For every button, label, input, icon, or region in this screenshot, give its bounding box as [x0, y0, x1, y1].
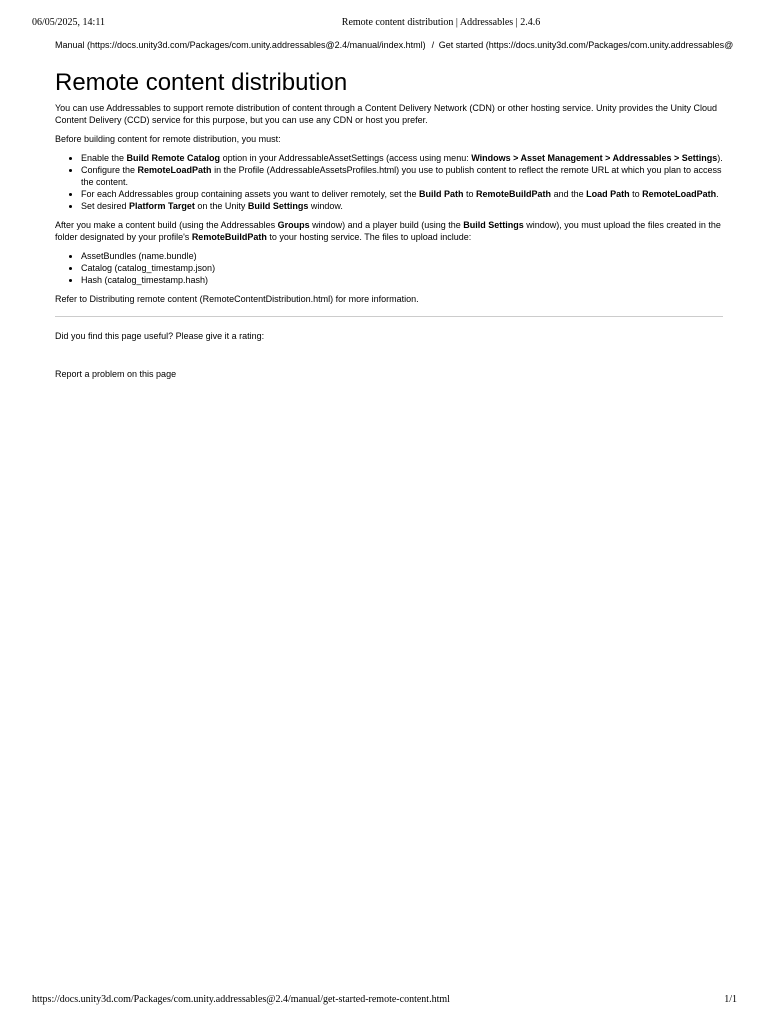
- before-building-paragraph: Before building content for remote distribution, you must:: [55, 134, 281, 144]
- article: [55, 68, 723, 380]
- breadcrumb-separator: /: [431, 40, 435, 50]
- page-url: https://docs.unity3d.com/Packages/com.unity.addressables@2.4/manual/get-started-remote-content.html: [32, 994, 450, 1005]
- list-item: • Enable the Build Remote Catalog option in your AddressableAssetSettings (access using menu: Windows > Asset Management > Addressables > Settings).: [81, 152, 723, 164]
- list-item: • Hash (catalog_timestamp.hash): [81, 274, 723, 286]
- page-title: Remote content distribution: [55, 69, 348, 96]
- files-list: [55, 250, 723, 286]
- breadcrumb: [55, 40, 735, 50]
- print-title: Remote content distribution | Addressables | 2.4.6: [341, 17, 541, 28]
- list-item: • For each Addressables group containing assets you want to deliver remotely, set the Build Path to RemoteBuildPath and the Load Path to RemoteLoadPath.: [81, 188, 723, 200]
- list-item: • Set desired Platform Target on the Unity Build Settings window.: [81, 200, 723, 212]
- after-build-paragraph: After you make a content build (using the Addressables Groups window) and a player build (using the Build Settings window), you must upload the files created in the folder designated by your profile's RemoteBuildPath to your hosting service. The files to upload include:: [55, 220, 721, 242]
- prerequisite-list: [55, 152, 723, 212]
- list-item: • Catalog (catalog_timestamp.json): [81, 262, 723, 274]
- list-item: • AssetBundles (name.bundle): [81, 250, 723, 262]
- intro-paragraph: You can use Addressables to support remote distribution of content through a Content Delivery Network (CDN) or other hosting service. Unity provides the Unity Cloud Content Delivery (CCD) service for this purpose, but you can use any CDN or host you prefer.: [55, 103, 718, 125]
- print-date: 06/05/2025, 14:11: [32, 17, 105, 28]
- divider: [55, 316, 723, 317]
- page-number: 1/1: [724, 994, 737, 1005]
- list-item: • Configure the RemoteLoadPath in the Profile (AddressableAssetsProfiles.html) you use to publish content to reflect the remote URL at which you plan to access the content.: [81, 164, 723, 188]
- print-header: [0, 17, 768, 31]
- rating-prompt: Did you find this page useful? Please give it a rating:: [55, 331, 265, 341]
- refer-paragraph: Refer to Distributing remote content (RemoteContentDistribution.html) for more information.: [55, 294, 419, 304]
- breadcrumb-get-started-link[interactable]: Get started (https://docs.unity3d.com/Packages/com.unity.addressables@: [438, 40, 734, 50]
- print-footer: [0, 994, 768, 1008]
- breadcrumb-manual-link[interactable]: Manual (https://docs.unity3d.com/Packages/com.unity.addressables@2.4/manual/index.html): [55, 40, 426, 50]
- report-problem-link[interactable]: Report a problem on this page: [55, 369, 177, 379]
